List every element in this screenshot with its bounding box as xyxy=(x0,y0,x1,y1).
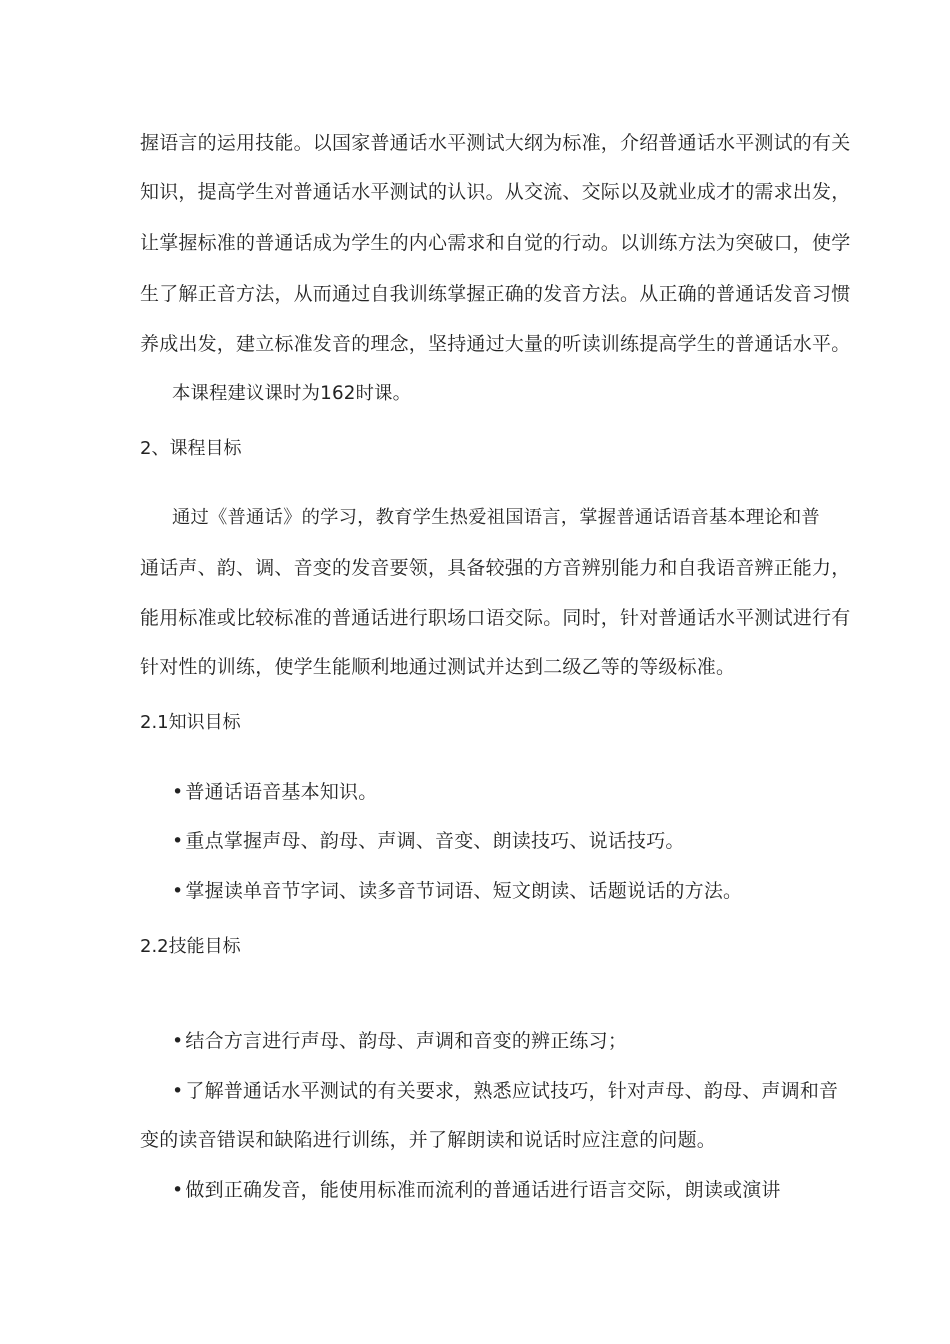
section-2-line-2: 通话声、韵、调、音变的发音要领，具备较强的方音辨别能力和自我语音辨正能力， xyxy=(140,557,851,579)
section-2-1-heading: 2.1知识目标 xyxy=(140,712,241,733)
intro-line-5: 养成出发，建立标准发音的理念，坚持通过大量的听读训练提高学生的普通话水平。 xyxy=(140,333,851,355)
bullet-icon: • xyxy=(172,1030,184,1052)
bullet-icon: • xyxy=(172,1179,184,1201)
skill-bullet-2-continuation: 变的读音错误和缺陷进行训练，并了解朗读和说话时应注意的问题。 xyxy=(140,1129,717,1151)
bullet-icon: • xyxy=(172,830,184,852)
intro-line-4: 生了解正音方法，从而通过自我训练掌握正确的发音方法。从正确的普通话发音习惯 xyxy=(140,283,851,305)
intro-line-3: 让掌握标准的普通话成为学生的内心需求和自觉的行动。以训练方法为突破口，使学 xyxy=(140,232,851,254)
bullet-icon: • xyxy=(172,1080,184,1102)
knowledge-bullet-2 xyxy=(172,827,685,855)
bullet-text: 结合方言进行声母、韵母、声调和音变的辨正练习； xyxy=(185,1030,628,1052)
bullet-icon: • xyxy=(172,781,184,803)
intro-line-1: 握语言的运用技能。以国家普通话水平测试大纲为标准，介绍普通话水平测试的有关 xyxy=(140,132,851,154)
bullet-text: 做到正确发音，能使用标准而流利的普通话进行语言交际，朗读或演讲 xyxy=(185,1179,781,1201)
intro-line-2: 知识，提高学生对普通话水平测试的认识。从交流、交际以及就业成才的需求出发， xyxy=(140,181,851,203)
skill-bullet-3 xyxy=(172,1176,781,1204)
section-2-line-4: 针对性的训练，使学生能顺利地通过测试并达到二级乙等的等级标准。 xyxy=(140,656,736,678)
bullet-text: 了解普通话水平测试的有关要求，熟悉应试技巧，针对声母、韵母、声调和音 xyxy=(185,1080,839,1102)
skill-bullet-2 xyxy=(172,1077,838,1105)
bullet-text: 重点掌握声母、韵母、声调、音变、朗读技巧、说话技巧。 xyxy=(185,830,685,852)
bullet-text: 普通话语音基本知识。 xyxy=(185,781,378,803)
section-2-line-3: 能用标准或比较标准的普通话进行职场口语交际。同时，针对普通话水平测试进行有 xyxy=(140,607,851,629)
knowledge-bullet-3 xyxy=(172,877,742,905)
section-2-line-1: 通过《普通话》的学习，教育学生热爱祖国语言，掌握普通话语音基本理论和普 xyxy=(172,507,820,528)
section-2-2-heading: 2.2技能目标 xyxy=(140,936,241,957)
course-hours-sentence: 本课程建议课时为162时课。 xyxy=(172,383,412,404)
skill-bullet-1 xyxy=(172,1027,627,1055)
bullet-icon: • xyxy=(172,880,184,902)
knowledge-bullet-1 xyxy=(172,778,377,806)
bullet-text: 掌握读单音节字词、读多音节词语、短文朗读、话题说话的方法。 xyxy=(185,880,743,902)
section-2-heading: 2、课程目标 xyxy=(140,438,242,459)
